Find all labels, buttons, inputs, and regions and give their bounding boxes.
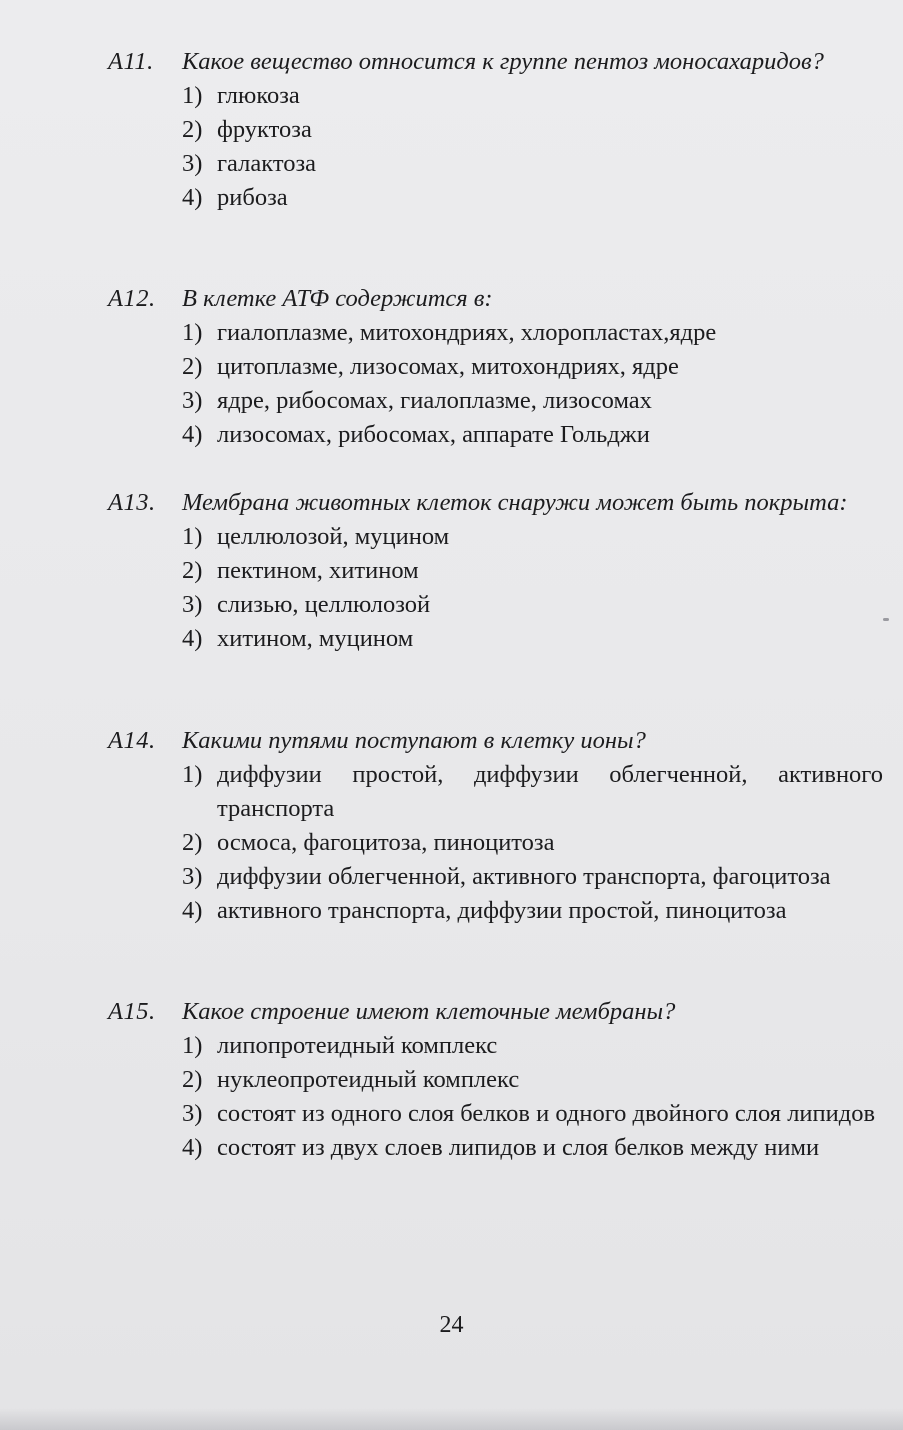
scan-edge-shadow <box>0 1408 903 1430</box>
option-number: 4) <box>182 184 203 211</box>
option-number: 3) <box>182 1100 203 1127</box>
answer-options <box>182 79 883 215</box>
option-number: 1) <box>182 761 203 788</box>
option-number: 2) <box>182 353 203 380</box>
question-number: А15. <box>108 998 156 1025</box>
option-text: слизью, целлюлозой <box>217 591 431 618</box>
option-text: диффузии облегченной, активного транспорта, фагоцитоза <box>217 863 831 890</box>
option-number: 2) <box>182 1066 203 1093</box>
answer-option <box>182 147 883 181</box>
answer-option <box>182 622 883 656</box>
answer-option <box>182 1131 883 1165</box>
option-text: фруктоза <box>217 116 312 143</box>
scan-speck <box>883 618 889 621</box>
question-a12 <box>108 283 883 452</box>
answer-option <box>182 554 883 588</box>
option-text: глюкоза <box>217 82 300 109</box>
question-a11 <box>108 46 883 215</box>
option-text: хитином, муцином <box>217 625 414 652</box>
option-text: гиалоплазме, митохондриях, хлоропластах,ядре <box>217 319 717 346</box>
option-text: осмоса, фагоцитоза, пиноцитоза <box>217 829 555 856</box>
option-number: 1) <box>182 319 203 346</box>
question-header <box>108 46 883 77</box>
answer-option <box>182 860 883 894</box>
question-header <box>108 725 883 756</box>
option-number: 3) <box>182 863 203 890</box>
answer-options <box>182 758 883 928</box>
page-number: 24 <box>439 1312 464 1338</box>
question-number: А12. <box>108 285 156 312</box>
option-text: галактоза <box>217 150 317 177</box>
answer-option <box>182 894 883 928</box>
option-number: 1) <box>182 1032 203 1059</box>
option-text: состоят из двух слоев липидов и слоя белков между ними <box>217 1134 820 1161</box>
question-text: Мембрана животных клеток снаружи может быть покрыта: <box>182 489 848 516</box>
answer-option <box>182 181 883 215</box>
answer-option <box>182 1063 883 1097</box>
option-text: липопротеидный комплекс <box>217 1032 498 1059</box>
answer-option <box>182 520 883 554</box>
option-number: 4) <box>182 625 203 652</box>
answer-option <box>182 79 883 113</box>
answer-options <box>182 316 883 452</box>
question-text: В клетке АТФ содержится в: <box>182 285 493 312</box>
question-header <box>108 996 883 1027</box>
option-number: 4) <box>182 897 203 924</box>
answer-option <box>182 418 883 452</box>
option-number: 1) <box>182 523 203 550</box>
option-text: лизосомах, рибосомах, аппарате Гольджи <box>217 421 650 448</box>
option-number: 4) <box>182 1134 203 1161</box>
option-text: ядре, рибосомах, гиалоплазме, лизосомах <box>217 387 652 414</box>
answer-option <box>182 826 883 860</box>
question-number: А14. <box>108 727 156 754</box>
option-number: 2) <box>182 829 203 856</box>
option-number: 3) <box>182 591 203 618</box>
option-text: цитоплазме, лизосомах, митохондриях, ядре <box>217 353 679 380</box>
option-number: 3) <box>182 150 203 177</box>
answer-options <box>182 1029 883 1165</box>
option-number: 3) <box>182 387 203 414</box>
question-a14 <box>108 725 883 928</box>
option-number: 4) <box>182 421 203 448</box>
question-number: А11. <box>108 48 154 75</box>
option-number: 2) <box>182 116 203 143</box>
question-header <box>108 283 883 314</box>
option-text: пектином, хитином <box>217 557 419 584</box>
option-text: состоят из одного слоя белков и одного двойного слоя липидов <box>217 1100 876 1127</box>
answer-option <box>182 758 883 826</box>
answer-option <box>182 1097 883 1131</box>
option-number: 2) <box>182 557 203 584</box>
answer-option <box>182 1029 883 1063</box>
answer-option <box>182 316 883 350</box>
option-text: диффузии простой, диффузии облегченной, активного транспорта <box>217 761 883 822</box>
question-header <box>108 487 883 518</box>
question-a13 <box>108 487 883 656</box>
option-text: рибоза <box>217 184 288 211</box>
answer-option <box>182 113 883 147</box>
answer-option <box>182 588 883 622</box>
option-text: нуклеопротеидный комплекс <box>217 1066 520 1093</box>
question-text: Какое вещество относится к группе пентоз моносахаридов? <box>182 48 824 75</box>
question-text: Какими путями поступают в клетку ионы? <box>182 727 646 754</box>
answer-option <box>182 384 883 418</box>
answer-options <box>182 520 883 656</box>
question-text: Какое строение имеют клеточные мембраны? <box>182 998 676 1025</box>
question-a15 <box>108 996 883 1165</box>
answer-option <box>182 350 883 384</box>
question-number: А13. <box>108 489 156 516</box>
option-number: 1) <box>182 82 203 109</box>
option-text: активного транспорта, диффузии простой, пиноцитоза <box>217 897 787 924</box>
option-text: целлюлозой, муцином <box>217 523 450 550</box>
